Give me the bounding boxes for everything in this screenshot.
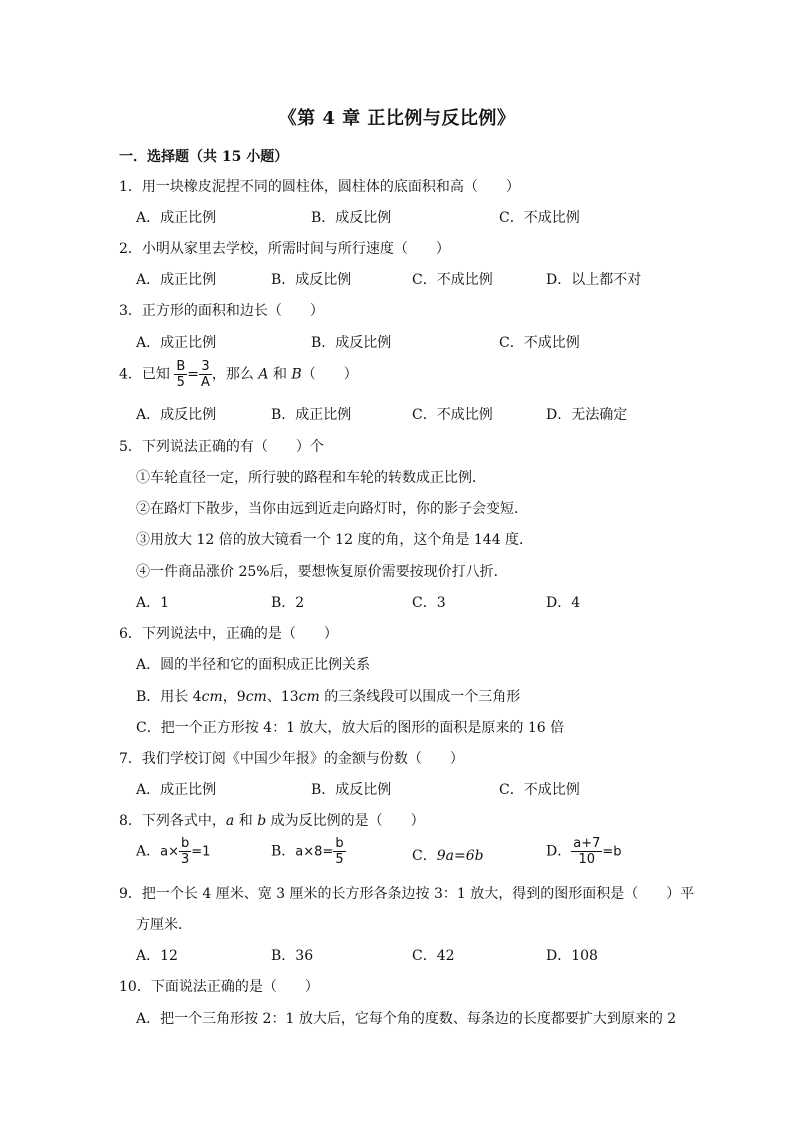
- section-heading: 一．选择题（共 15 小题）: [119, 149, 289, 165]
- equals-sign: =: [187, 366, 200, 383]
- question-3-option-a[interactable]: A．成正比例: [136, 335, 217, 351]
- question-5-option-d[interactable]: D．4: [546, 595, 581, 611]
- question-3-option-b[interactable]: B．成反比例: [311, 335, 392, 351]
- question-4-tail: （ ）: [301, 366, 358, 383]
- question-8-text: 和: [234, 813, 258, 829]
- question-9-stem-line-2: 方厘米．: [136, 917, 192, 933]
- fraction-denominator: A: [201, 375, 210, 390]
- question-7-option-a[interactable]: A．成正比例: [136, 782, 217, 798]
- question-5-option-b[interactable]: B．2: [271, 595, 305, 611]
- question-9-option-d[interactable]: D．108: [546, 948, 598, 964]
- expression: a×8=: [295, 844, 334, 860]
- fraction-denominator: 5: [335, 852, 344, 867]
- question-7-stem: 7．我们学校订阅《中国少年报》的金额与份数（ ）: [119, 751, 464, 767]
- question-4-prefix: 4．已知: [119, 366, 175, 383]
- option-label: A．: [136, 843, 161, 860]
- expression: =1: [191, 844, 211, 860]
- fraction-b-over-5: [174, 359, 187, 390]
- fraction-denominator: 5: [176, 375, 185, 390]
- fraction-3-over-a: [199, 359, 212, 390]
- document-title: 《第 4 章 正比例与反比例》: [278, 108, 516, 129]
- option-b-text: ，9: [222, 689, 246, 705]
- expression: =b: [602, 844, 622, 860]
- option-b-text: B．用长 4: [136, 689, 202, 705]
- fraction-numerator: a+7: [573, 836, 601, 851]
- question-6-option-c[interactable]: C．把一个正方形按 4：1 放大，放大后的图形的面积是原来的 16 倍: [136, 720, 565, 736]
- question-6-option-a[interactable]: A．圆的半径和它的面积成正比例关系: [136, 657, 371, 673]
- question-8-option-a[interactable]: [136, 836, 210, 867]
- option-label: B．: [271, 843, 296, 860]
- question-5-statement-4: ④一件商品涨价 25%后，要想恢复原价需要按现价打八折．: [136, 564, 508, 580]
- question-2-stem: 2．小明从家里去学校，所需时间与所行速度（ ）: [119, 241, 450, 257]
- question-4-suffix: ，那么: [211, 366, 259, 383]
- question-9-option-a[interactable]: A．12: [136, 948, 178, 964]
- variable-b: b: [257, 813, 267, 829]
- question-5-statement-3: ③用放大 12 倍的放大镜看一个 12 度的角，这个角是 144 度．: [136, 532, 534, 548]
- question-4-option-b[interactable]: B．成正比例: [271, 407, 352, 423]
- question-4-stem: [119, 359, 358, 390]
- question-5-statement-1: ①车轮直径一定，所行驶的路程和车轮的转数成正比例．: [136, 470, 486, 486]
- question-4-option-c[interactable]: C．不成比例: [412, 407, 493, 423]
- question-9-stem-line-1: 9．把一个长 4 厘米、宽 3 厘米的长方形各条边按 3：1 放大，得到的图形面积是（ ）平: [119, 886, 695, 902]
- question-10-stem: 10．下面说法正确的是（ ）: [119, 979, 319, 995]
- question-8-stem: [119, 810, 425, 830]
- question-1-option-c[interactable]: C．不成比例: [499, 210, 580, 226]
- question-1-option-b[interactable]: B．成反比例: [311, 210, 392, 226]
- option-label: C．: [412, 848, 437, 864]
- expression: 9a=6b: [436, 848, 484, 864]
- fraction-denominator: 3: [180, 852, 190, 867]
- unit-cm: cm: [245, 689, 267, 705]
- question-9-option-b[interactable]: B．36: [271, 948, 314, 964]
- question-10-option-a[interactable]: A．把一个三角形按 2：1 放大后，它每个角的度数、每条边的长度都要扩大到原来的 2: [136, 1011, 677, 1027]
- question-2-option-a[interactable]: A．成正比例: [136, 272, 217, 288]
- question-4-option-d[interactable]: D．无法确定: [546, 407, 628, 423]
- question-1-option-a[interactable]: A．成正比例: [136, 210, 217, 226]
- fraction-numerator: B: [176, 359, 186, 374]
- fraction-a-plus-7-over-10: [571, 836, 602, 867]
- unit-cm: cm: [298, 689, 320, 705]
- question-6-option-b[interactable]: [136, 686, 520, 706]
- unit-cm: cm: [201, 689, 223, 705]
- question-2-option-d[interactable]: D．以上都不对: [546, 272, 642, 288]
- question-2-option-c[interactable]: C．不成比例: [412, 272, 493, 288]
- option-label: D．: [546, 843, 572, 860]
- conjunction: 和: [268, 366, 292, 383]
- question-9-option-c[interactable]: C．42: [412, 948, 455, 964]
- question-5-statement-2: ②在路灯下散步，当你由远到近走向路灯时，你的影子会变短．: [136, 501, 528, 517]
- fraction-numerator: b: [179, 836, 191, 852]
- variable-a: A: [258, 366, 269, 383]
- fraction-b-over-5: [333, 836, 345, 867]
- option-b-text: 的三条线段可以围成一个三角形: [319, 689, 521, 705]
- question-8-option-c[interactable]: [412, 845, 484, 865]
- fraction-numerator: 3: [199, 359, 212, 375]
- question-2-option-b[interactable]: B．成反比例: [271, 272, 352, 288]
- expression: a×: [160, 844, 179, 860]
- question-8-text: 成为反比例的是（ ）: [266, 813, 425, 829]
- question-7-option-b[interactable]: B．成反比例: [311, 782, 392, 798]
- question-8-option-b[interactable]: [271, 836, 346, 867]
- question-5-option-c[interactable]: C．3: [412, 595, 446, 611]
- fraction-denominator: 10: [578, 852, 596, 867]
- option-b-text: 、13: [266, 689, 299, 705]
- question-3-option-c[interactable]: C．不成比例: [499, 335, 580, 351]
- question-5-option-a[interactable]: A．1: [136, 595, 170, 611]
- question-8-option-d[interactable]: [546, 836, 622, 867]
- fraction-b-over-3: [179, 836, 191, 867]
- question-1-stem: 1．用一块橡皮泥捏不同的圆柱体，圆柱体的底面积和高（ ）: [119, 179, 520, 195]
- question-4-option-a[interactable]: A．成反比例: [136, 407, 217, 423]
- question-6-stem: 6．下列说法中，正确的是（ ）: [119, 626, 338, 642]
- variable-b: B: [291, 366, 302, 383]
- fraction-numerator: b: [333, 836, 345, 852]
- variable-a: a: [225, 813, 235, 829]
- question-3-stem: 3．正方形的面积和边长（ ）: [119, 303, 324, 319]
- question-7-option-c[interactable]: C．不成比例: [499, 782, 580, 798]
- question-5-stem: 5．下列说法正确的有（ ）个: [119, 439, 324, 455]
- question-8-text: 8．下列各式中，: [119, 813, 226, 829]
